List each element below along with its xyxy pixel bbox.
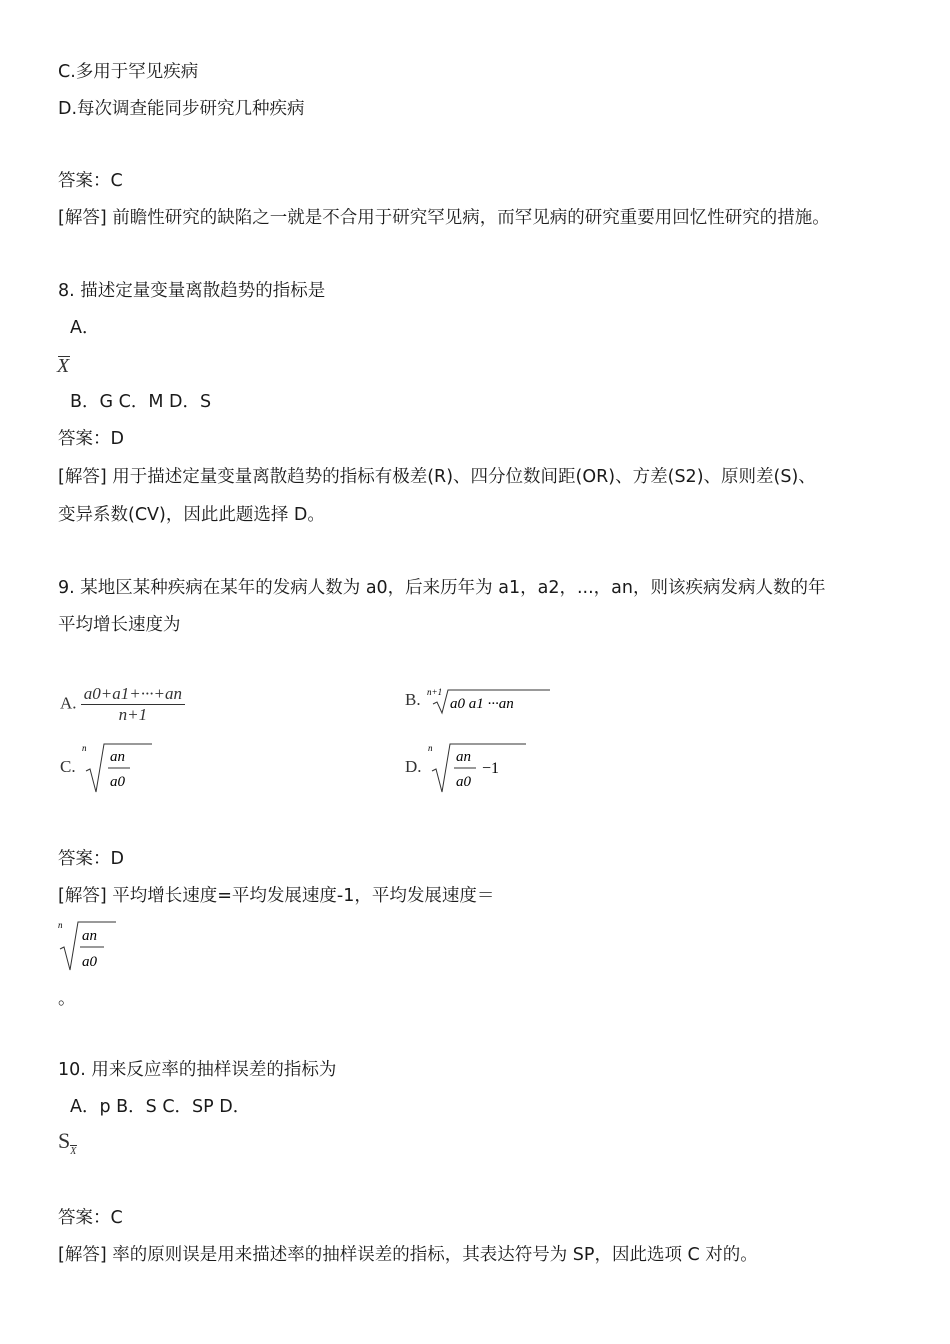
q9-option-c-radical — [80, 741, 160, 795]
q9c-den: a0 — [109, 774, 125, 790]
x-bar-symbol: X — [57, 355, 70, 377]
explanation-8-line2: 变异系数(CV)，因此此题选择 D。 — [58, 505, 325, 525]
q9-option-c-formula: C. n an a0 — [60, 741, 160, 795]
question-8-option-a: A． — [70, 318, 100, 338]
q9c-num: an — [109, 749, 125, 765]
q9-option-d-radical — [426, 741, 536, 795]
question-10-options: A．p B．S C．SP D． — [70, 1097, 251, 1117]
explanation-9: [解答] 平均增长速度=平均发展速度-1，平均发展速度＝ — [58, 886, 495, 906]
explanation-9-end: 。 — [58, 989, 76, 1009]
question-10: 10. 用来反应率的抽样误差的指标为 — [58, 1060, 337, 1080]
explanation-9-radical — [56, 917, 126, 973]
question-8-options: B．G C．M D．S — [70, 392, 212, 412]
exp9-num: an — [82, 928, 97, 944]
explanation-9-formula — [56, 917, 126, 978]
explanation-8-line1: [解答] 用于描述定量变量离散趋势的指标有极差(R)、四分位数间距(OR)、方差(S2)、原则差(S)、 — [58, 467, 816, 487]
option-d: D.每次调查能同步研究几种疾病 — [58, 99, 305, 119]
q9d-index: n — [427, 743, 433, 753]
answer-10: 答案：C — [58, 1208, 123, 1228]
q9-option-b-radical — [425, 686, 555, 716]
q9-option-d-formula: D. n an a0 −1 — [405, 741, 536, 795]
q9d-num: an — [455, 749, 471, 765]
question-9-line2: 平均增长速度为 — [58, 615, 181, 635]
q9b-radicand: a0 a1 ···an — [449, 696, 514, 712]
s-x-bar-symbol: S $_X$ — [58, 1128, 77, 1157]
option-c: C.多用于罕见疾病 — [58, 62, 199, 82]
exp9-den: a0 — [82, 954, 97, 970]
exp9-index: n — [58, 920, 63, 930]
explanation-7: [解答] 前瞻性研究的缺陷之一就是不合用于研究罕见病，而罕见病的研究重要用回忆性研究的措施。 — [58, 208, 830, 228]
q9d-tail: −1 — [481, 760, 499, 777]
q9c-index: n — [81, 743, 87, 753]
question-8: 8. 描述定量变量离散趋势的指标是 — [58, 281, 326, 301]
q9b-index: n+1 — [426, 687, 442, 697]
q9d-den: a0 — [455, 774, 471, 790]
question-9-line1: 9. 某地区某种疾病在某年的发病人数为 a0，后来历年为 a1，a2，...，an，则该疾病发病人数的年 — [58, 578, 826, 598]
answer-9: 答案：D — [58, 849, 124, 869]
q9-option-b-formula: B. n+1 a0 a1 ···an — [405, 686, 555, 716]
answer-8: 答案：D — [58, 429, 124, 449]
answer-7: 答案：C — [58, 171, 123, 191]
explanation-10: [解答] 率的原则误是用来描述率的抽样误差的指标，其表达符号为 SP，因此选项 C 对的。 — [58, 1245, 758, 1265]
q9-option-a-formula: A. $\frac{a0+a1+\cdot\cdot\cdot+an}{n+1}$ — [60, 684, 185, 725]
